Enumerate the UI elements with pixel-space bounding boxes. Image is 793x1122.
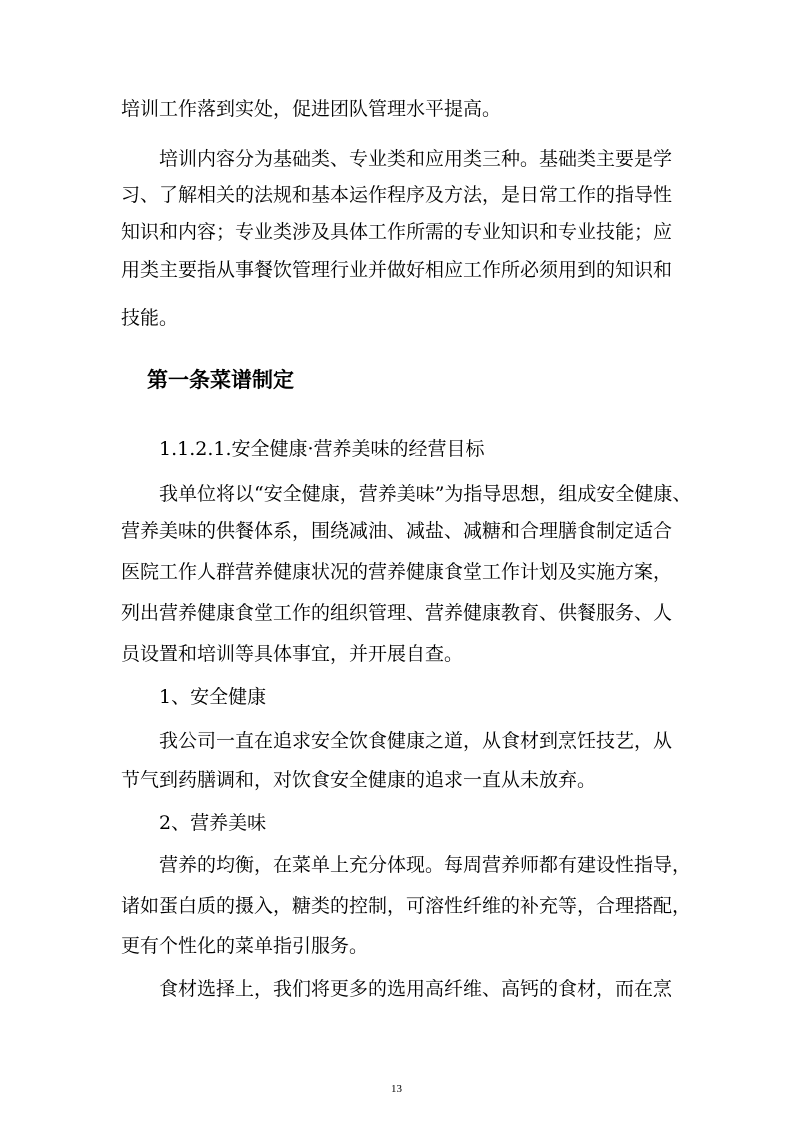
paragraph-line: 食材选择上，我们将更多的选用高纤维、高钙的食材，而在烹 [159,978,673,1000]
list-item-title: 2、营养美味 [159,812,267,834]
paragraph-line: 节气到药膳调和，对饮食安全健康的追求一直从未放弃。 [121,769,597,791]
paragraph-line: 诸如蛋白质的摄入，糖类的控制，可溶性纤维的补充等，合理搭配， [121,895,692,917]
paragraph-line: 技能。 [121,307,179,329]
paragraph-line: 培训内容分为基础类、专业类和应用类三种。基础类主要是学 [159,148,673,170]
paragraph-line: 用类主要指从事餐饮管理行业并做好相应工作所必须用到的知识和 [121,259,673,281]
paragraph-line: 更有个性化的菜单指引服务。 [121,935,369,957]
paragraph-line: 培训工作落到实处，促进团队管理水平提高。 [121,98,502,120]
list-item-title: 1、安全健康 [159,686,267,708]
paragraph-line: 我公司一直在追求安全饮食健康之道，从食材到烹饪技艺，从 [159,730,673,752]
paragraph-line: 医院工作人群营养健康状况的营养健康食堂工作计划及实施方案， [121,561,673,583]
paragraph-line: 我单位将以“安全健康，营养美味”为指导思想，组成安全健康、 [159,483,692,505]
paragraph-line: 知识和内容；专业类涉及具体工作所需的专业知识和专业技能；应 [121,221,673,243]
section-heading: 第一条菜谱制定 [147,368,294,392]
paragraph-line: 营养的均衡，在菜单上充分体现。每周营养师都有建设性指导， [159,854,692,876]
paragraph-line: 员设置和培训等具体事宜，并开展自查。 [121,643,464,665]
page-number: 13 [391,1083,402,1095]
paragraph-line: 列出营养健康食堂工作的组织管理、营养健康教育、供餐服务、人 [121,602,673,624]
paragraph-line: 习、了解相关的法规和基本运作程序及方法，是日常工作的指导性 [121,184,673,206]
paragraph-line: 营养美味的供餐体系，围绕减油、减盐、减糖和合理膳食制定适合 [121,520,673,542]
subsection-heading: 1.1.2.1.安全健康·营养美味的经营目标 [159,438,485,460]
